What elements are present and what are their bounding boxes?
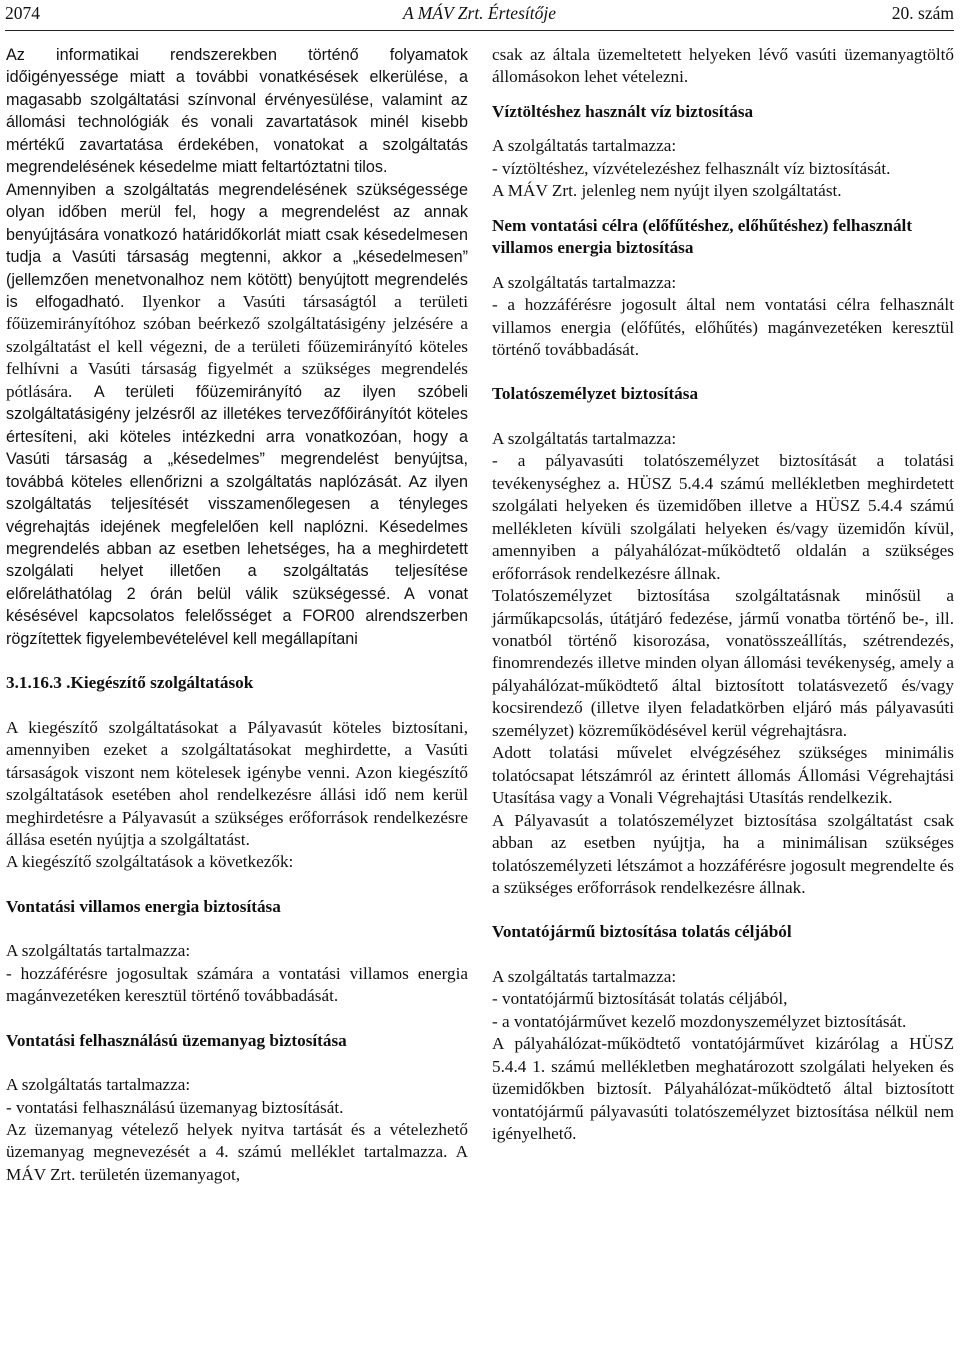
left-column	[6, 44, 468, 1186]
intro-paragraph: Az informatikai rendszerekben történő folyamatok időigényessége miatt a további vonatkésések elkerülése, a magasabb szolgáltatási színvonal érvényesülése, valamint az állomási technológiák és vonali zavartatások minél kisebb mértékű zavartatása érdekében, vonatokat a szolgáltatás megrendelésének késedelme miatt feltartóztatni tilos.	[6, 46, 468, 177]
heading-viz: Víztöltéshez használt víz biztosítása	[492, 101, 754, 121]
continued-paragraph: csak az általa üzemeltetett helyeken lévő vasúti üzemanyagtöltő állomásokon lehet vételezni.	[492, 45, 954, 87]
late-order-sans-2: A területi főüzemirányító az ilyen szóbeli szolgáltatásigény jelzésről az illetékes tervezőfőirányítót köteles értesíteni, aki köteles intézkedni arra vonatkozóan, hogy a Vasúti társaság a „késedelmes” megrendelést benyújtsa, továbbá köteles ellenőrizni a szolgáltatás naplózását. Az ilyen szolgáltatás teljesítését visszamenőlegesen a tényleges végrehajtás idejének megfelelően kell naplózni. Késedelmes megrendelés abban az esetben lehetséges, ha a meghirdetett szolgálati helyet illetően a szolgáltatás teljesítése előreláthatólag 2 órán belül válik szükségessé. A vonat késésével kapcsolatos felelősséget a FOR00 alrendszerben rögzítettek figyelembevételével kell megállapítani	[6, 382, 469, 648]
section-heading: 3.1.16.3 .Kiegészítő szolgáltatások	[6, 673, 254, 693]
late-order-serif: Ilyenkor a Vasúti társaságtól a területi főüzemirányítóhoz szóban beérkező szolgáltatásigény jelzésére a szolgáltatást el kell végezni, de a területi főüzemirányító köteles felhívni a Vasúti társaság figyelmét a szükséges megrendelés pótlására.	[6, 291, 468, 401]
contains-label: A szolgáltatás tartalmazza:	[6, 1075, 191, 1095]
vj-item-2: - a vontatójárművet kezelő mozdonyszemélyzet biztosítását.	[492, 1011, 907, 1031]
viz-note: A MÁV Zrt. jelenleg nem nyújt ilyen szolgáltatást.	[492, 181, 842, 201]
late-order-paragraph	[6, 179, 468, 651]
vj-body: A pályahálózat-működtető vontatójárművet kizárólag a HÜSZ 5.4.4 1. számú mellékletben meghatározott szolgálati helyeken és üzemidőkben biztosít. Pályahálózat-működtető által biztosított vontatójármű pályavasúti tolatószemélyzet biztosítása nélkül nem igényelhető.	[492, 1034, 954, 1144]
heading-uzemanyag: Vontatási felhasználású üzemanyag biztosítása	[6, 1030, 347, 1050]
uzemanyag-body: Az üzemanyag vételező helyek nyitva tartását és a vételezhető üzemanyag megnevezését a 4. számú melléklet tartalmazza. A MÁV Zrt. területén üzemanyagot,	[6, 1120, 468, 1184]
header-rule	[5, 30, 954, 31]
viz-item: - víztöltéshez, vízvételezéshez felhasznált víz biztosítását.	[492, 158, 891, 178]
contains-label: A szolgáltatás tartalmazza:	[492, 272, 677, 292]
page-number: 2074	[5, 3, 40, 23]
tolato-paragraph-2: Adott tolatási művelet elvégzéséhez szükséges minimális tolatócsapat létszámról az érintett állomás Állomási Végrehajtási Utasítása vagy a Vonali Végrehajtási Utasítás rendelkezik.	[492, 743, 954, 808]
page-header	[5, 3, 954, 27]
tolato-paragraph-3: A Pályavasút a tolatószemélyzet biztosítása szolgáltatást csak abban az esetben nyújtja, ha a minimálisan szükséges tolatószemélyzeti létszámot a hozzáférésre jogosult megrendelte és a szükséges erőforrások rendelkezésre állnak.	[492, 810, 954, 897]
journal-title: A MÁV Zrt. Értesítője	[403, 3, 556, 23]
contains-label: A szolgáltatás tartalmazza:	[492, 136, 677, 156]
contains-label: A szolgáltatás tartalmazza:	[492, 428, 677, 448]
tolato-item: - a pályavasúti tolatószemélyzet biztosítását a tolatási tevékenységhez a. HÜSZ 5.4.4 számú mellékletben meghirdetett szolgálati helyeken és üzemidőben illetve a HÜSZ 5.4.4 számú mellékleten kívüli szolgálati helyeken és/vagy üzemidőn kívül, amennyiben a pályahálózat-működtető oldalán a szükséges erőforrások rendelkezésre állnak.	[492, 451, 954, 583]
villamos-body: - hozzáférésre jogosultak számára a vontatási villamos energia magánvezetéken keresztül történő továbbadását.	[6, 963, 468, 1006]
heading-nemvontatasi: Nem vontatási célra (előfűtéshez, előhűtéshez) felhasznált villamos energia biztosítása	[492, 215, 913, 258]
section-intro-1: A kiegészítő szolgáltatásokat a Pályavasút köteles biztosítani, amennyiben ezeket a szolgáltatásokat meghirdette, a Vasúti társaságok viszont nem kötelesek igénybe venni. Azon kiegészítő szolgáltatások esetében ahol rendelkezésre állási idő nem kerül meghirdetésre a Pályavasút a szükséges erőforrások rendelkezésre állása esetén nyújtja a szolgáltatást.	[6, 717, 468, 849]
tolato-paragraph-1: Tolatószemélyzet biztosítása szolgáltatásnak minősül a járműkapcsolás, útátjáró fedezése, jármű vonatba történő be-, ill. vonatból történő kisorozása, vonatösszeállítás, szétrendezés, finomrendezés illetve minden olyan állomási tevékenység, amely a pályahálózat-működtető által biztosított tolatásvezető és/vagy kocsirendező (illetve ilyen feladatkörben eljáró más pályavasúti személyzet) közreműködésével kerül végrehajtásra.	[492, 586, 954, 740]
section-intro-2: A kiegészítő szolgáltatások a következők:	[6, 852, 294, 872]
uzemanyag-item: - vontatási felhasználású üzemanyag biztosítását.	[6, 1097, 344, 1117]
issue-number: 20. szám	[891, 3, 954, 23]
heading-vontatojarmu: Vontatójármű biztosítása tolatás céljából	[492, 922, 792, 942]
heading-villamos: Vontatási villamos energia biztosítása	[6, 896, 281, 916]
heading-tolato: Tolatószemélyzet biztosítása	[492, 384, 699, 404]
vj-item-1: - vontatójármű biztosítását tolatás céljából,	[492, 989, 788, 1009]
contains-label: A szolgáltatás tartalmazza:	[492, 966, 677, 986]
right-column	[492, 44, 954, 1145]
contains-label: A szolgáltatás tartalmazza:	[6, 941, 191, 961]
late-order-sans: Amennyiben a szolgáltatás megrendelésének szükségessége olyan időben merül fel, hogy a megrendelést az annak benyújtására vonatkozó határidőkorlát miatt csak késedelmesen tudja a Vasúti társaság megtenni, akkor a „késedelmesen” (jellemzően menetvonalhoz nem kötött) benyújtott megrendelés is elfogadható.	[6, 180, 468, 311]
nemvontatasi-item: - a hozzáférésre jogosult által nem vontatási célra felhasznált villamos energia (előfűtés, előhűtés) magánvezetéken keresztül történő továbbadását.	[492, 295, 954, 359]
